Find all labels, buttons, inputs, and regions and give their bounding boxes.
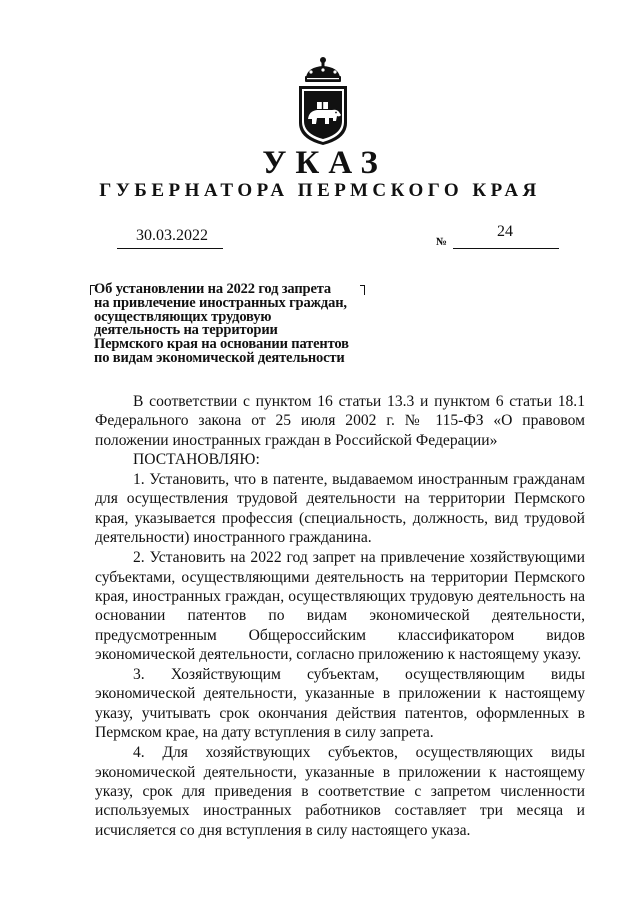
document-title: УКАЗ <box>262 145 387 181</box>
clause-1: 1. Установить, что в патенте, выдаваемом иностранным гражданам для осуществления трудовой деятельности на территории Пермского края, указывается профессия (специальность, должность, вид трудовой деятельности) иностранного гражданина. <box>95 471 585 547</box>
clause-4: 4. Для хозяйствующих субъектов, осуществляющих виды экономической деятельности, указанные в приложении к настоящему указу, срок для приведения в соответствие с запретом численности используемых иностранных работников составляет три месяца и исчисляется со дня вступления в силу настоящего указа. <box>95 744 585 839</box>
heading-line: по видам экономической деятельности <box>94 349 345 366</box>
decree-word: ПОСТАНОВЛЯЮ: <box>133 450 260 468</box>
coat-of-arms-icon <box>296 55 350 147</box>
heading-line: Пермского края на основании патентов <box>94 336 349 353</box>
document-date: 30.03.2022 <box>136 227 208 244</box>
date-underline <box>117 248 223 249</box>
heading-line: деятельность на территории <box>94 322 278 339</box>
number-underline <box>453 248 559 249</box>
document-body <box>95 392 585 840</box>
document-subtitle: ГУБЕРНАТОРА ПЕРМСКОГО КРАЯ <box>99 180 541 201</box>
heading-line: осуществляющих трудовую <box>94 308 272 325</box>
heading-line: Об установлении на 2022 год запрета <box>94 281 331 297</box>
clause-2: 2. Установить на 2022 год запрет на привлечение хозяйствующими субъектами, осуществляющими деятельность на территории Пермского края, иностранных граждан, осуществляющих трудовую деятельность на основании патентов по видам экономической деятельности, предусмотренным Общероссийским классификатором видов экономической деятельности, согласно приложению к настоящему указу. <box>95 549 585 663</box>
number-label: № <box>436 236 448 248</box>
document-number: 24 <box>497 223 513 240</box>
clause-3: 3. Хозяйствующим субъектам, осуществляющим виды экономической деятельности, указанные в приложении к настоящему указу, учитывать срок окончания действия патентов, оформленных в Пермском крае, на дату вступления в силу запрета. <box>95 666 585 742</box>
preamble-paragraph: В соответствии с пунктом 16 статьи 13.3 и пунктом 6 статьи 18.1 Федерального закона от 25 июля 2002 г. № 115-ФЗ «О правовом положении иностранных граждан в Российской Федерации» <box>95 393 585 449</box>
document-heading <box>94 283 384 366</box>
heading-line: на привлечение иностранных граждан, <box>94 294 347 311</box>
